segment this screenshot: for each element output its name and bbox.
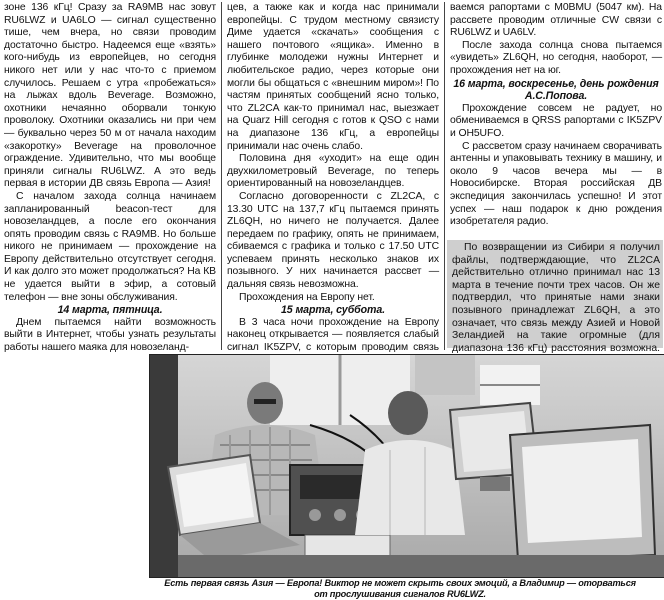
paragraph: Прохождения на Европу нет. — [239, 291, 375, 303]
photo — [149, 354, 664, 578]
date-heading: 14 марта, пятница. — [57, 304, 163, 317]
paragraph: По возвращении из Сибири я получил файлы, подтверждающие, что ZL2CA действительно отлично принимал нас 13 марта в течение почти трех часов. Он же подтвердил, что принятые нами знаки позывного принадлежат ZL6QH, а это означает, что связь между Азией и Новой Зеландией на такие огромные (для диапазона 136 кГц) расстояния возможна. — [452, 242, 660, 354]
date-heading: 15 марта, суббота. — [281, 304, 385, 317]
date-heading: 16 марта, воскресенье, день рождения А.С.Попова. — [453, 77, 659, 103]
paragraph: Прохождение совсем не радует, но обмениваемся в QRSS рапортами с IK5ZPV и OH5UFO. — [450, 102, 662, 139]
text-column-2 — [227, 2, 439, 367]
paragraph: зоне 136 кГц! Сразу за RA9MB нас зовут RU6LWZ и UA6LO — сигнал существенно тише, чем вчера, но связи проводим достаточно быстро. Надеемся еще «взять» кого-нибудь из европейцев, но сегодня никого нет или у нас что-то с приемом случилось. Решаем с утра «пробежаться» на лыжах вдоль Beverage. Возможно, охотники нечаянно оборвали тонкую проволоку. Охотники оказались ни при чем — буквально через 50 м от начала находим «закоротку» Beverage на проволочное ограждение. Удивительно, что мы вообще приняли сигналы RU6LWZ. А это ведь первая в истории ДВ связь Европа — Азия! — [4, 2, 216, 190]
photo-caption: Есть первая связь Азия — Европа! Виктор не может скрыть своих эмоций, а Владимир — оторваться от прослушивания сигналов RU6LWZ. — [164, 578, 636, 599]
text-column-1 — [4, 2, 216, 355]
paragraph: Днем пытаемся найти возможность выйти в Интернет, чтобы узнать результаты работы нашего маяка для новозеланд- — [4, 316, 216, 354]
paragraph: Согласно договоренности с ZL2CA, с 13.30 UTC на 137,7 кГц пытаемся принять ZL6QH, но ничего не получается. Далее передаем по графику, опять не принимаем, сбиваемся с графика и только с 17.50 UTC успеваем принять несколько знаков их позывного. У них начинается рассвет — дальняя связь невозможна. — [227, 190, 439, 291]
radio-operators-photo — [150, 355, 664, 577]
paragraph: С началом захода солнца начинаем запланированный beacon-тест для новозеландцев, а после его окончания опять проводим связь с RA9MB. Но больше никого не принимаем — прохождение на Европу действительно отсутствует сегодня. И как долго это может продолжаться? На КВ не удается выйти в эфир, а сотовый телефон — вне зоны обслуживания. — [4, 190, 216, 303]
column-divider — [221, 2, 222, 350]
paragraph: цев, а также как и когда нас принимали европейцы. С трудом местному связисту Диме удается «скачать» сообщения с нашего почтового «ящика». Именно в глубинке молодежи нужны Интернет и любительское радио, через которые они могли бы общаться с «внешним миром»! По частям принятых сообщений ясно только, что ZL2CA как-то принимал нас, выезжает на Quarz Hill сегодня с готов к QSO с нами на диапазоне 136 кГц, а европейцы принимали нас очень слабо. — [227, 2, 439, 152]
column-divider — [444, 2, 445, 350]
paragraph: ваемся рапортами с M0BMU (5047 км). На рассвете проводим отличные CW связи с RU6LWZ и UA6LV. — [450, 2, 662, 39]
paragraph: С рассветом сразу начинаем сворачивать антенны и упаковывать технику в машину, и около 9 часов вечера мы — в Новосибирске. Вторая российская ДВ экспедиция закончилась успешно! И этот успех — наш подарок к дню рождения изобретателя радио. — [450, 140, 662, 228]
paragraph: После захода солнца снова пытаемся «увидеть» ZL6QH, но сегодня, наоборот, — прохождения нет на юг. — [450, 39, 662, 76]
text-column-3 — [450, 2, 662, 229]
paragraph: Половина дня «уходит» на еще один двухкилометровый Beverage, по теперь ориентированный на новозеландцев. — [227, 153, 439, 190]
paragraph: В 3 часа ночи прохождение на Европу наконец открывается — появляется слабый сигнал IK5ZPV, с которым проводим связь — [227, 316, 439, 354]
